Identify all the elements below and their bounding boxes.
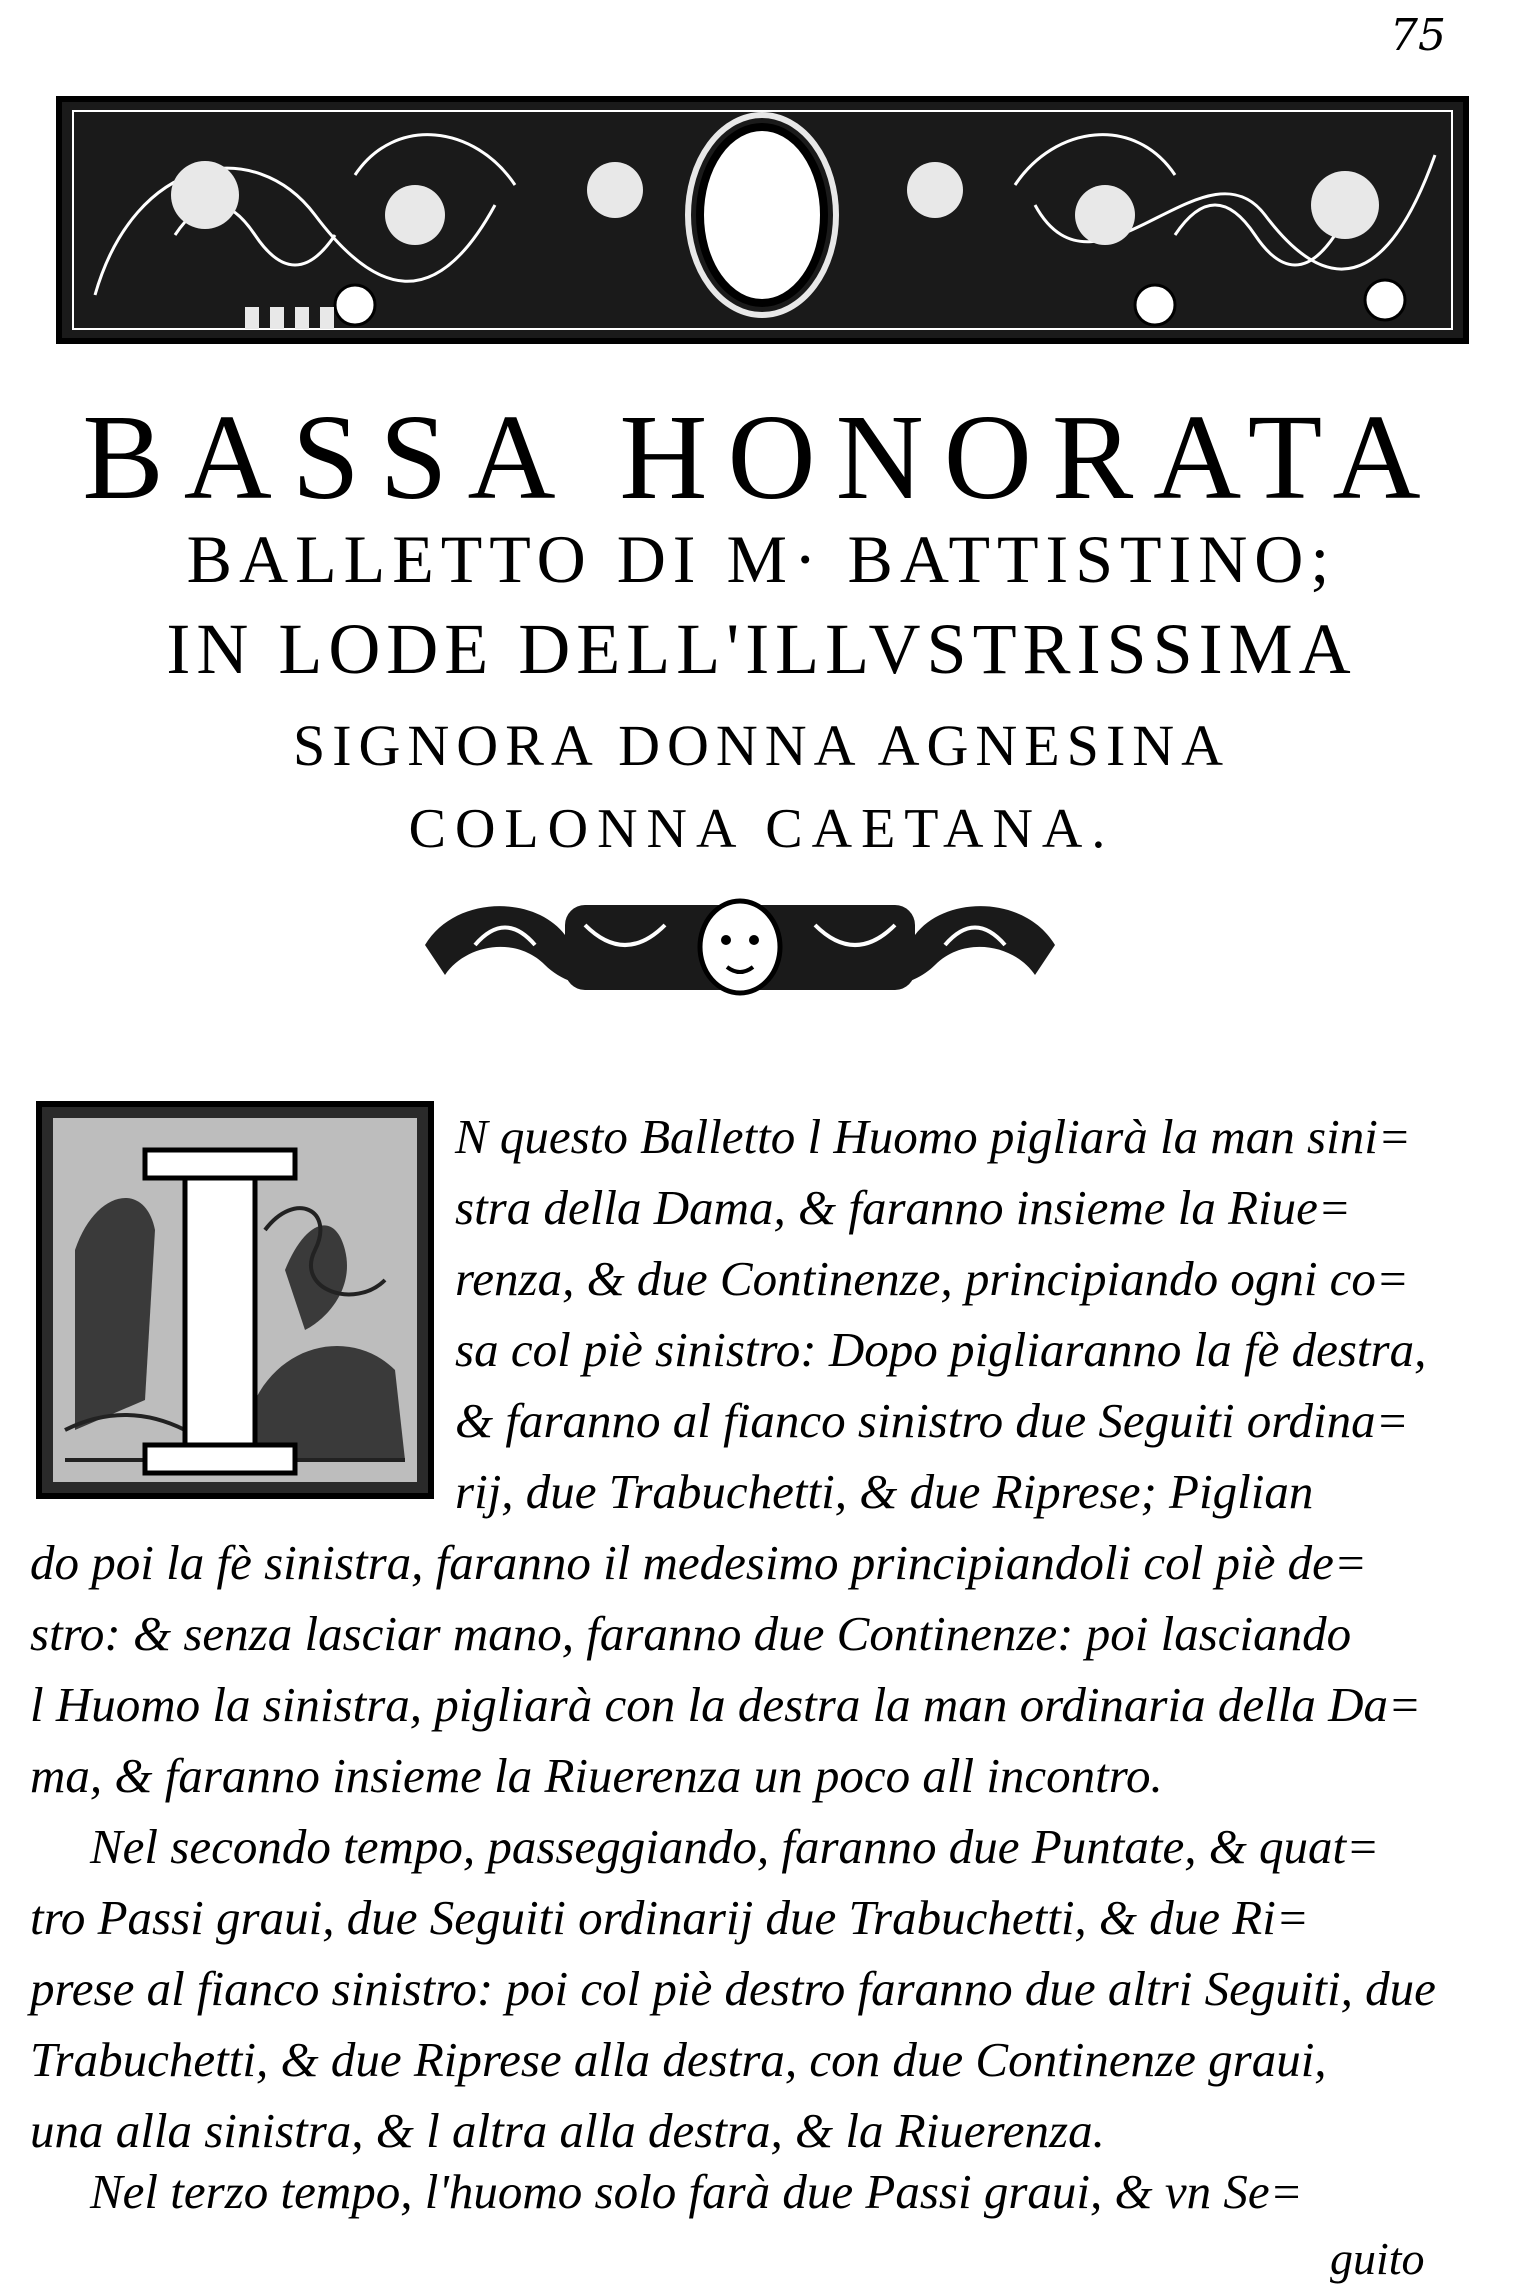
body-line-14: Trabuchetti, & due Riprese alla destra, con due Continenze graui, — [30, 2032, 1327, 2087]
page-number: 75 — [1390, 10, 1446, 61]
body-line-5: & faranno al fianco sinistro due Seguiti ordina= — [455, 1393, 1409, 1448]
body-line-9: l Huomo la sinistra, pigliarà con la destra la man ordinaria della Da= — [30, 1677, 1422, 1732]
body-line-11: Nel secondo tempo, passeggiando, faranno due Puntate, & quat= — [90, 1819, 1380, 1874]
catchword: guito — [1330, 2233, 1425, 2284]
mask-ornament — [415, 885, 1065, 1005]
body-line-7: do poi la fè sinistra, faranno il medesimo principiandoli col piè de= — [30, 1535, 1367, 1590]
title-line-2: BALLETTO DI M· BATTISTINO; — [186, 521, 1337, 597]
body-line-1: N questo Balletto l Huomo pigliarà la man sini= — [455, 1109, 1411, 1164]
body-line-8: stro: & senza lasciar mano, faranno due Continenze: poi lasciando — [30, 1606, 1352, 1661]
title-line-4: SIGNORA DONNA AGNESINA — [292, 713, 1231, 778]
body-line-2: stra della Dama, & faranno insieme la Riue= — [455, 1180, 1351, 1235]
body-line-6: rij, due Trabuchetti, & due Riprese; Piglian — [455, 1464, 1314, 1519]
body-line-12: tro Passi graui, due Seguiti ordinarij due Trabuchetti, & due Ri= — [30, 1890, 1309, 1945]
body-line-13: prese al fianco sinistro: poi col piè destro faranno due altri Seguiti, due — [30, 1961, 1436, 2016]
body-line-4: sa col piè sinistro: Dopo pigliaranno la fè destra, — [455, 1322, 1427, 1377]
woodcut-headband — [55, 95, 1470, 345]
title-line-5: COLONNA CAETANA. — [408, 798, 1115, 860]
body-line-15: una alla sinistra, & l altra alla destra, & la Riuerenza. — [30, 2103, 1105, 2158]
historiated-initial — [35, 1100, 435, 1500]
body-line-3: renza, & due Continenze, principiando ogni co= — [455, 1251, 1409, 1306]
body-line-16: Nel terzo tempo, l'huomo solo farà due Passi graui, & vn Se= — [90, 2164, 1303, 2219]
title-line-3: IN LODE DELL'ILLVSTRISSIMA — [166, 609, 1357, 689]
body-line-10: ma, & faranno insieme la Riuerenza un poco all incontro. — [30, 1748, 1163, 1803]
title-line-1: BASSA HONORATA — [82, 390, 1441, 525]
